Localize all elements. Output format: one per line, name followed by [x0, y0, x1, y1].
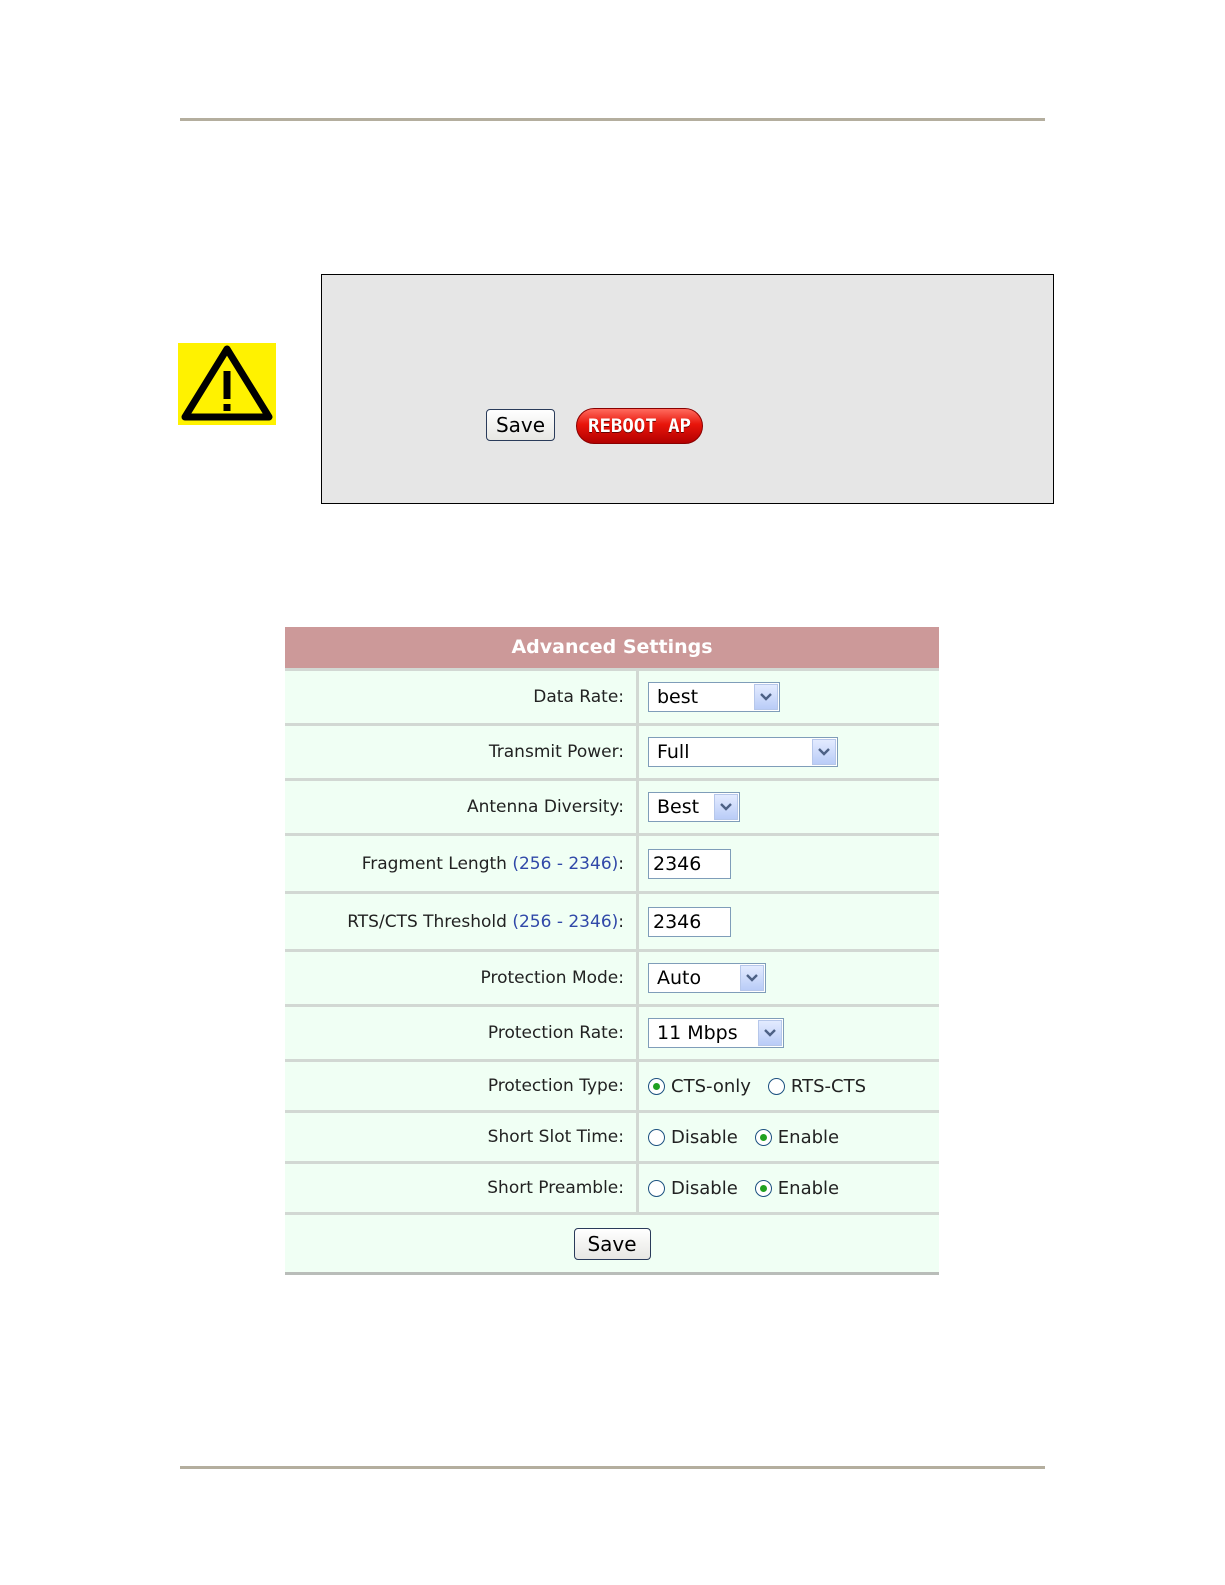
data-rate-select[interactable]: best [648, 682, 780, 712]
advanced-settings-table [285, 627, 939, 1275]
warning-icon [178, 343, 276, 425]
row-protection-rate [285, 1004, 939, 1059]
short-slot-time-enable-radio[interactable]: Enable [755, 1127, 839, 1148]
protection-mode-label: Protection Mode: [480, 968, 624, 988]
radio-unselected-icon[interactable] [648, 1180, 665, 1197]
radio-unselected-icon[interactable] [648, 1129, 665, 1146]
radio-selected-icon[interactable] [648, 1078, 665, 1095]
short-slot-time-label: Short Slot Time: [487, 1127, 624, 1147]
row-protection-mode [285, 949, 939, 1004]
chevron-down-icon[interactable] [740, 965, 764, 991]
short-preamble-enable-radio[interactable]: Enable [755, 1178, 839, 1199]
chevron-down-icon[interactable] [812, 739, 836, 765]
row-antenna-diversity [285, 778, 939, 833]
chevron-down-icon[interactable] [754, 684, 778, 710]
data-rate-label: Data Rate: [533, 687, 624, 707]
protection-type-rts-cts-radio[interactable]: RTS-CTS [768, 1076, 866, 1097]
protection-type-cts-only-radio[interactable]: CTS-only [648, 1076, 751, 1097]
protection-mode-select[interactable]: Auto [648, 963, 766, 993]
table-title: Advanced Settings [285, 627, 939, 668]
fragment-length-label: Fragment Length (256 - 2346) : [361, 853, 624, 874]
bottom-divider [180, 1466, 1045, 1469]
rts-cts-threshold-range: (256 - 2346) [512, 911, 619, 932]
note-save-button[interactable]: Save [486, 409, 555, 441]
caution-note-panel [321, 274, 1054, 504]
fragment-length-input[interactable] [648, 849, 731, 879]
radio-selected-icon[interactable] [755, 1180, 772, 1197]
chevron-down-icon[interactable] [714, 794, 738, 820]
save-row [285, 1212, 939, 1275]
row-data-rate [285, 668, 939, 723]
protection-type-label: Protection Type: [487, 1076, 624, 1096]
fragment-length-range: (256 - 2346) [512, 853, 619, 874]
protection-rate-label: Protection Rate: [487, 1023, 624, 1043]
row-short-slot-time [285, 1110, 939, 1161]
row-protection-type [285, 1059, 939, 1110]
antenna-diversity-label: Antenna Diversity: [466, 797, 624, 817]
top-divider [180, 118, 1045, 121]
transmit-power-label: Transmit Power: [488, 742, 624, 762]
reboot-ap-button[interactable]: REBOOT AP [576, 408, 703, 444]
antenna-diversity-select[interactable]: Best [648, 792, 740, 822]
short-preamble-label: Short Preamble: [487, 1178, 624, 1198]
chevron-down-icon[interactable] [758, 1020, 782, 1046]
short-preamble-disable-radio[interactable]: Disable [648, 1178, 738, 1199]
transmit-power-select[interactable]: Full [648, 737, 838, 767]
row-fragment-length [285, 833, 939, 891]
protection-rate-select[interactable]: 11 Mbps [648, 1018, 784, 1048]
rts-cts-threshold-input[interactable] [648, 907, 731, 937]
short-slot-time-disable-radio[interactable]: Disable [648, 1127, 738, 1148]
rts-cts-threshold-label: RTS/CTS Threshold (256 - 2346) : [347, 911, 624, 932]
row-short-preamble [285, 1161, 939, 1212]
short-slot-time-radios [648, 1127, 856, 1148]
protection-type-radios [648, 1076, 883, 1097]
row-rts-cts-threshold [285, 891, 939, 949]
row-transmit-power [285, 723, 939, 778]
save-button[interactable]: Save [574, 1228, 651, 1260]
short-preamble-radios [648, 1178, 856, 1199]
radio-unselected-icon[interactable] [768, 1078, 785, 1095]
radio-selected-icon[interactable] [755, 1129, 772, 1146]
